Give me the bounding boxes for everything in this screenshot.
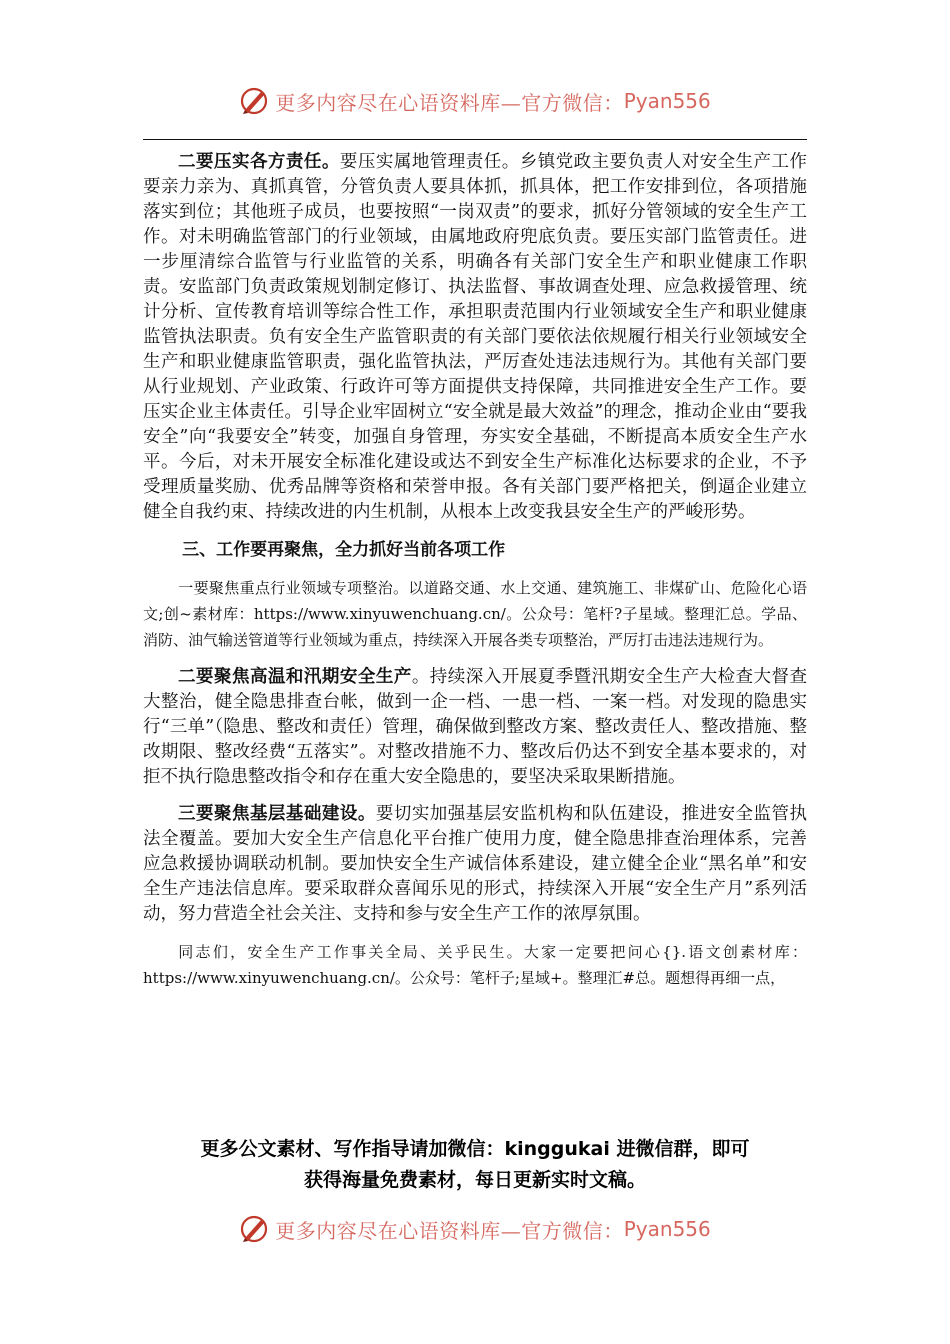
paragraph-responsibility xyxy=(143,150,807,525)
pen-circle-logo-icon xyxy=(239,1214,269,1244)
paragraph-lead: 二要压实各方责任。 xyxy=(178,152,340,172)
footer-watermark-id: Pyan556 xyxy=(623,1217,711,1241)
paragraph-special-rectification: 一要聚焦重点行业领域专项整治。以道路交通、水上交通、建筑施工、非煤矿山、危险化心语文;创~素材库：https://www.xinyuwenchuang.cn/。公众号：笔杆?子星域。整理汇总。学品、消防、油气输送管道等行业领域为重点，持续深入开展各类专项整治，严厉打击违法违规行为。 xyxy=(143,579,807,649)
header-watermark xyxy=(0,86,950,116)
paragraph-flood-season xyxy=(143,665,807,790)
header-divider xyxy=(143,139,807,140)
promo-line-2: 获得海量免费素材，每日更新实时文稿。 xyxy=(303,1169,646,1191)
document-body xyxy=(143,150,807,1003)
section-heading: 三、工作要再聚焦，全力抓好当前各项工作 xyxy=(182,540,506,560)
pen-circle-logo-icon xyxy=(239,86,269,116)
header-watermark-text: 更多内容尽在心语资料库—官方微信： xyxy=(275,90,624,115)
footer-watermark xyxy=(0,1214,950,1244)
paragraph-text: 。持续深入开展夏季暨汛期安全生产大检查大督查大整治，健全隐患排查台帐，做到一企一档、一患一档、一案一档。对发现的隐患实行“三单”（隐患、整改和责任）管理，确保做到整改方案、整改责任人、整改措施、整改期限、整改经费“五落实”。对整改措施不力、整改后仍达不到安全基本要求的，对拒不执行隐患整改指令和存在重大安全隐患的，要坚决采取果断措施。 xyxy=(143,667,808,787)
paragraph-lead: 二要聚焦高温和汛期安全生产 xyxy=(178,667,412,687)
paragraph-text: 要压实属地管理责任。乡镇党政主要负责人对安全生产工作要亲力亲为、真抓真管，分管负责人要具体抓，抓具体，把工作安排到位，各项措施落实到位；其他班子成员，也要按照“一岗双责”的要求，抓好分管领域的安全生产工作。对未明确监管部门的行业领域，由属地政府兜底负责。要压实部门监管责任。进一步厘清综合监管与行业监管的关系，明确各有关部门安全生产和职业健康工作职责。安监部门负责政策规划制定修订、执法监督、事故调查处理、应急救援管理、统计分析、宣传教育培训等综合性工作，承担职责范围内行业领域安全生产和职业健康监管执法职责。负有安全生产监管职责的有关部门要依法依规履行相关行业领域安全生产和职业健康监管职责，强化监管执法，严厉查处违法违规行为。其他有关部门要从行业规划、产业政策、行政许可等方面提供支持保障，共同推进安全生产工作。要压实企业主体责任。引导企业牢固树立“安全就是最大效益”的理念，推动企业由“要我安全”向“我要安全”转变，加强自身管理，夯实安全基础，不断提高本质安全生产水平。今后，对未开展安全标准化建设或达不到安全生产标准化达标要求的企业，不予受理质量奖励、优秀品牌等资格和荣誉申报。各有关部门要严格把关，倒逼企业建立健全自我约束、持续改进的内生机制，从根本上改变我县安全生产的严峻形势。 xyxy=(143,152,808,522)
paragraph-closing: 同志们，安全生产工作事关全局、关乎民生。大家一定要把问心{}.语文创素材库：https://www.xinyuwenchuang.cn/。公众号：笔杆子;星域+。整理汇#总。题想得再细一点， xyxy=(143,943,807,987)
paragraph-lead: 三要聚焦基层基础建设。 xyxy=(178,804,376,824)
promo-banner xyxy=(143,1134,807,1196)
promo-line-1: 更多公文素材、写作指导请加微信：kinggukai 进微信群，即可 xyxy=(200,1138,750,1160)
header-watermark-id: Pyan556 xyxy=(623,89,711,113)
paragraph-text: 要切实加强基层安监机构和队伍建设，推进安全监管执法全覆盖。要加大安全生产信息化平台推广使用力度，健全隐患排查治理体系，完善应急救援协调联动机制。要加快安全生产诚信体系建设，建立健全企业“黑名单”和安全生产违法信息库。要采取群众喜闻乐见的形式，持续深入开展“安全生产月”系列活动，努力营造全社会关注、支持和参与安全生产工作的浓厚氛围。 xyxy=(143,804,808,924)
footer-watermark-text: 更多内容尽在心语资料库—官方微信： xyxy=(275,1218,624,1243)
paragraph-grassroots xyxy=(143,802,807,927)
